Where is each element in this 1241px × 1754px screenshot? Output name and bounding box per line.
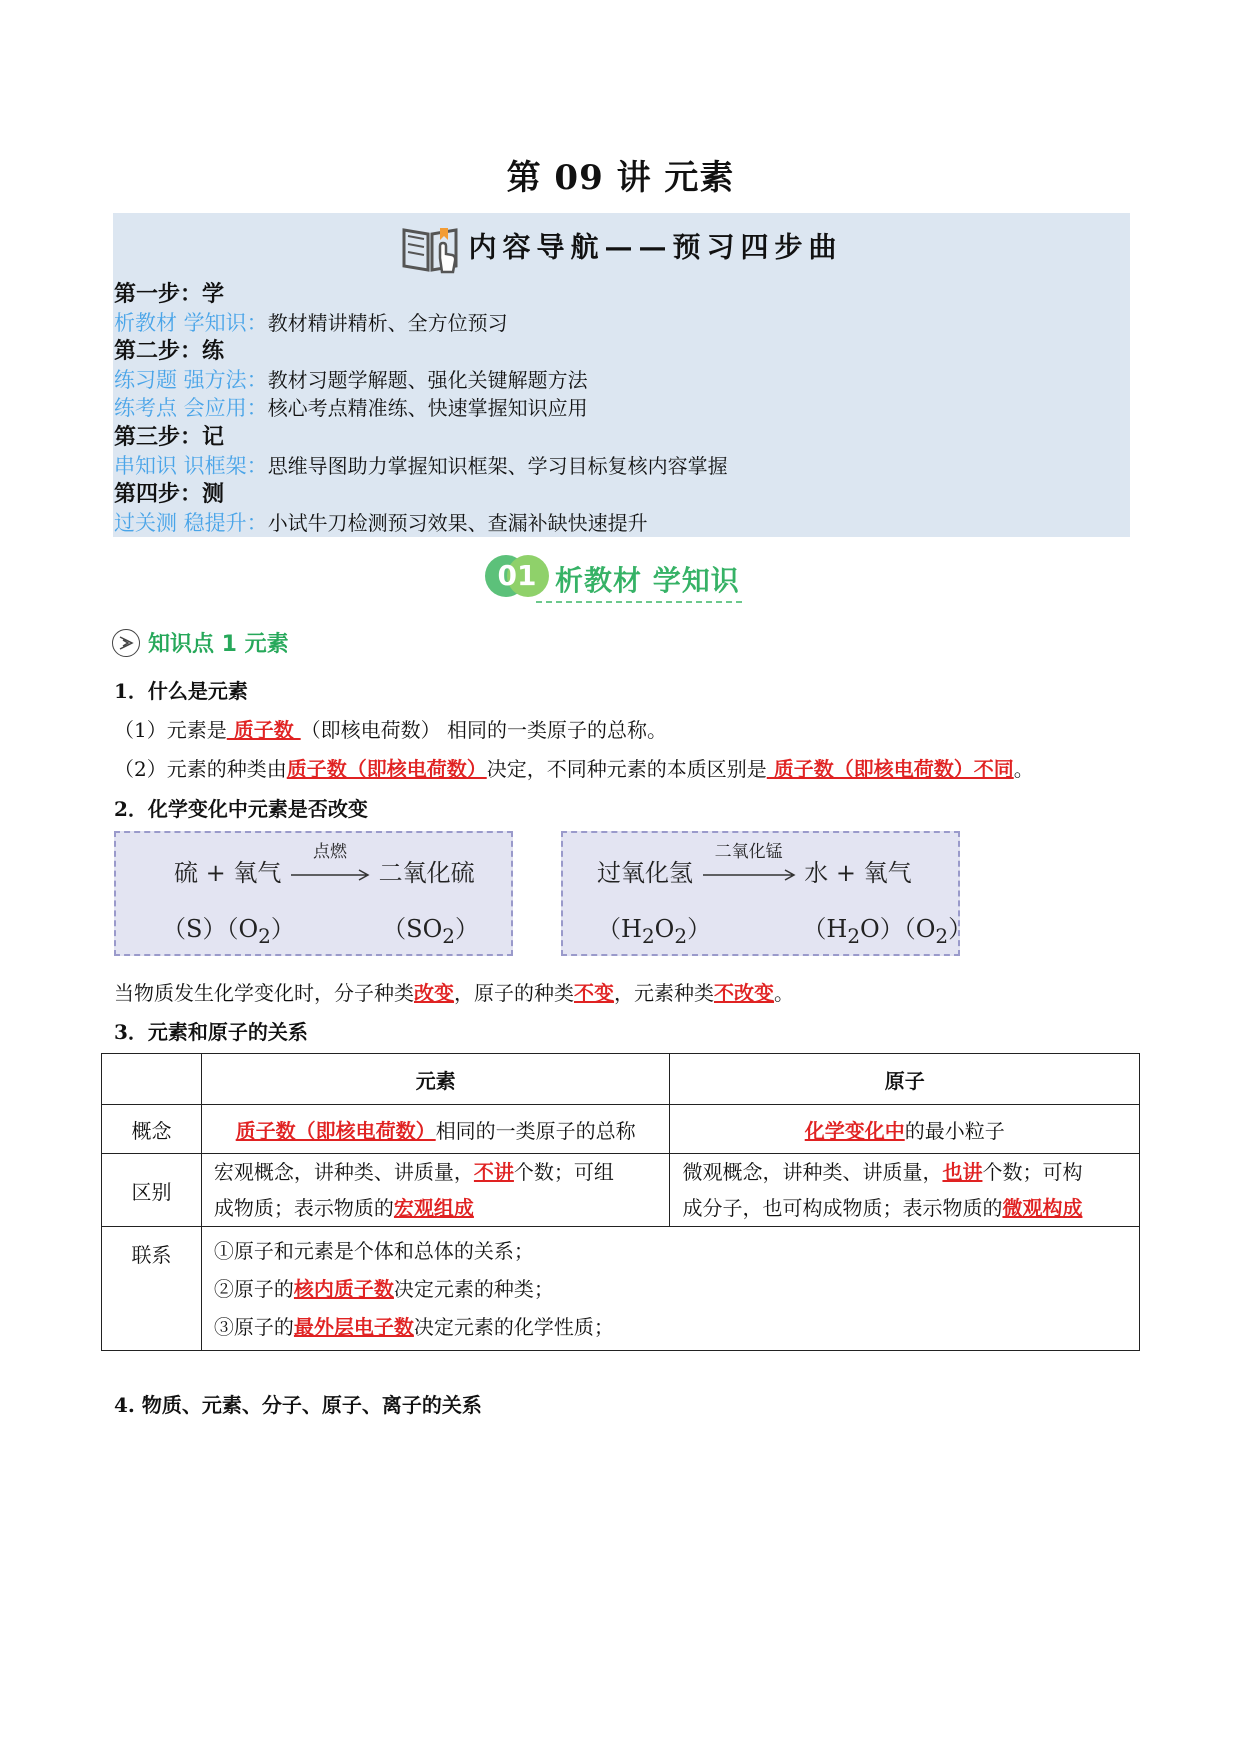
nav-item — [114, 509, 1114, 538]
section-number: 01 — [497, 559, 537, 592]
text: 个数；可构 — [982, 1160, 1083, 1184]
nav-item-label: 过关测 稳提升： — [114, 510, 268, 535]
formula-text: S — [186, 915, 203, 943]
text: 的最小粒子 — [904, 1118, 1005, 1143]
nav-item-label: 练习题 强方法： — [114, 367, 268, 392]
reaction-condition: 二氧化锰 — [714, 841, 783, 862]
answer: 质子数（即核电荷数） — [286, 757, 487, 781]
subscript: 2 — [258, 923, 271, 948]
nav-item-desc: 思维导图助力掌握知识框架、学习目标复核内容掌握 — [267, 453, 728, 478]
nav-item-desc: 小试牛刀检测预习效果、查漏补缺快速提升 — [267, 510, 648, 535]
row-label: 概念 — [102, 1105, 202, 1154]
text: ，元素种类 — [614, 981, 714, 1005]
text: ，原子的种类 — [454, 981, 574, 1005]
text: 当物质发生化学变化时，分子种类 — [114, 981, 414, 1005]
formula: $(S)(O_2)$ — [162, 915, 295, 948]
equation-box-sulfur — [114, 831, 513, 956]
q4-heading: 4. 物质、元素、分子、原子、离子的关系 — [114, 1393, 482, 1417]
reaction-arrow — [701, 841, 797, 887]
equation-box-peroxide — [561, 831, 973, 956]
formula-text: SO — [406, 915, 443, 943]
table-header-element: 元素 — [201, 1054, 670, 1105]
nav-item — [114, 366, 1114, 395]
table-cell — [201, 1105, 670, 1154]
products: 水 + 氧气 — [804, 859, 912, 887]
nav-item — [114, 309, 1114, 338]
formula-text: H — [621, 915, 642, 943]
nav-item — [114, 452, 1114, 481]
equation-words — [174, 841, 475, 888]
answer: 质子数 — [226, 718, 301, 742]
answer: 最外层电子数 — [293, 1314, 414, 1339]
nav-item — [114, 394, 1114, 423]
row-label: 联系 — [102, 1227, 202, 1351]
knowledge-point-title: 知识点 1 元素 — [148, 632, 289, 657]
text: ②原子的 — [213, 1276, 294, 1301]
text: （即核电荷数） 相同的一类原子的总称。 — [300, 718, 668, 742]
answer: 不改变 — [714, 981, 774, 1005]
formula-text: O — [654, 915, 675, 943]
section-title: 析教材 学知识 — [555, 564, 740, 597]
reactants: 硫 + 氧气 — [174, 859, 282, 887]
answer: 质子数（即核电荷数）不同 — [766, 757, 1014, 781]
products: 二氧化硫 — [378, 859, 475, 887]
nav-item-desc: 教材习题学解题、强化关键解题方法 — [267, 367, 588, 392]
q3-heading: 3．元素和原子的关系 — [114, 1020, 308, 1044]
q2-heading: 2．化学变化中元素是否改变 — [114, 797, 368, 821]
q1-heading: 1．什么是元素 — [114, 679, 248, 703]
table-cell-empty — [102, 1054, 202, 1105]
text: 个数；可组 — [513, 1160, 614, 1184]
text: 。 — [774, 981, 794, 1005]
arrow-icon — [701, 863, 797, 887]
nav-item-label: 析教材 学知识： — [114, 310, 268, 335]
nav-step: 第三步：记 — [114, 423, 225, 450]
table-header-row — [102, 1054, 1140, 1105]
formula-text: H — [826, 915, 848, 943]
text: 微观概念，讲种类、讲质量， — [682, 1160, 943, 1184]
formula-text: O — [915, 915, 936, 943]
nav-step: 第一步：学 — [114, 281, 225, 307]
formula-text: O — [238, 915, 259, 943]
answer: 不讲 — [473, 1160, 514, 1184]
formula: $(H_2O_2)$ — [597, 915, 712, 948]
table-cell — [201, 1154, 670, 1227]
nav-item-desc: 教材精讲精析、全方位预习 — [267, 310, 508, 335]
book-hand-icon — [400, 222, 462, 276]
formula: $(H_2O)(O_2)$ — [802, 915, 973, 948]
answer: 宏观组成 — [393, 1196, 474, 1220]
table-cell — [201, 1227, 1139, 1351]
answer: 改变 — [414, 981, 454, 1005]
nav-item-desc: 核心考点精准练、快速掌握知识应用 — [267, 396, 588, 421]
q2-summary — [114, 977, 794, 1006]
equation-words — [597, 841, 912, 888]
subscript: 2 — [935, 923, 949, 948]
q1-line2 — [114, 753, 1034, 782]
nav-step: 第二步：练 — [114, 338, 225, 365]
subscript: 2 — [641, 923, 655, 948]
table-row-difference — [102, 1154, 1140, 1227]
text: 相同的一类原子的总称 — [435, 1118, 636, 1143]
text: 宏观概念，讲种类、讲质量， — [213, 1160, 474, 1184]
answer: 微观构成 — [1002, 1196, 1083, 1220]
element-atom-table — [101, 1053, 1140, 1351]
text: ①原子和元素是个体和总体的关系； — [213, 1238, 534, 1263]
arrow-icon — [289, 863, 371, 887]
equation-formulas — [597, 909, 972, 948]
answer: 核内质子数 — [293, 1276, 394, 1301]
table-cell — [670, 1105, 1140, 1154]
formula-text: O — [860, 915, 880, 943]
nav-item-label: 串知识 识框架： — [114, 453, 268, 478]
text: ③原子的 — [213, 1314, 294, 1339]
page-title: 第 09 讲 元素 — [506, 158, 735, 198]
formula: $(SO_2)$ — [382, 915, 480, 948]
text: 成物质；表示物质的 — [213, 1196, 394, 1220]
answer: 也讲 — [942, 1160, 983, 1184]
answer: 化学变化中 — [804, 1118, 905, 1143]
text: 成分子，也可构成物质；表示物质的 — [682, 1196, 1003, 1220]
nav-lines — [114, 280, 1114, 537]
nav-step: 第四步：测 — [114, 481, 225, 508]
table-row-link — [102, 1227, 1140, 1351]
subscript: 2 — [674, 923, 688, 948]
subscript: 2 — [847, 923, 861, 948]
text: 决定元素的化学性质； — [413, 1314, 614, 1339]
table-cell — [670, 1154, 1140, 1227]
text: （2）元素的种类由 — [114, 757, 287, 781]
knowledge-point-heading — [112, 627, 289, 659]
reactants: 过氧化氢 — [597, 859, 693, 887]
text: 决定，不同种元素的本质区别是 — [486, 757, 767, 781]
q1-line1 — [114, 714, 667, 743]
answer: 质子数（即核电荷数） — [235, 1118, 436, 1143]
table-row-concept — [102, 1105, 1140, 1154]
reaction-arrow — [289, 841, 371, 887]
nav-item-label: 练考点 会应用： — [114, 396, 268, 421]
text: （1）元素是 — [114, 718, 227, 742]
row-label: 区别 — [102, 1154, 202, 1227]
reaction-condition: 点燃 — [313, 841, 348, 862]
table-header-atom: 原子 — [670, 1054, 1140, 1105]
section-banner — [484, 553, 784, 605]
play-arrow-icon — [112, 629, 140, 657]
text: 。 — [1013, 757, 1034, 781]
text: 决定元素的种类； — [393, 1276, 554, 1301]
nav-header — [113, 222, 1130, 276]
equation-formulas — [162, 909, 479, 948]
subscript: 2 — [442, 923, 456, 948]
banner-divider — [536, 601, 742, 603]
answer: 不变 — [574, 981, 614, 1005]
nav-header-text: 内容导航——预习四步曲 — [468, 230, 843, 264]
